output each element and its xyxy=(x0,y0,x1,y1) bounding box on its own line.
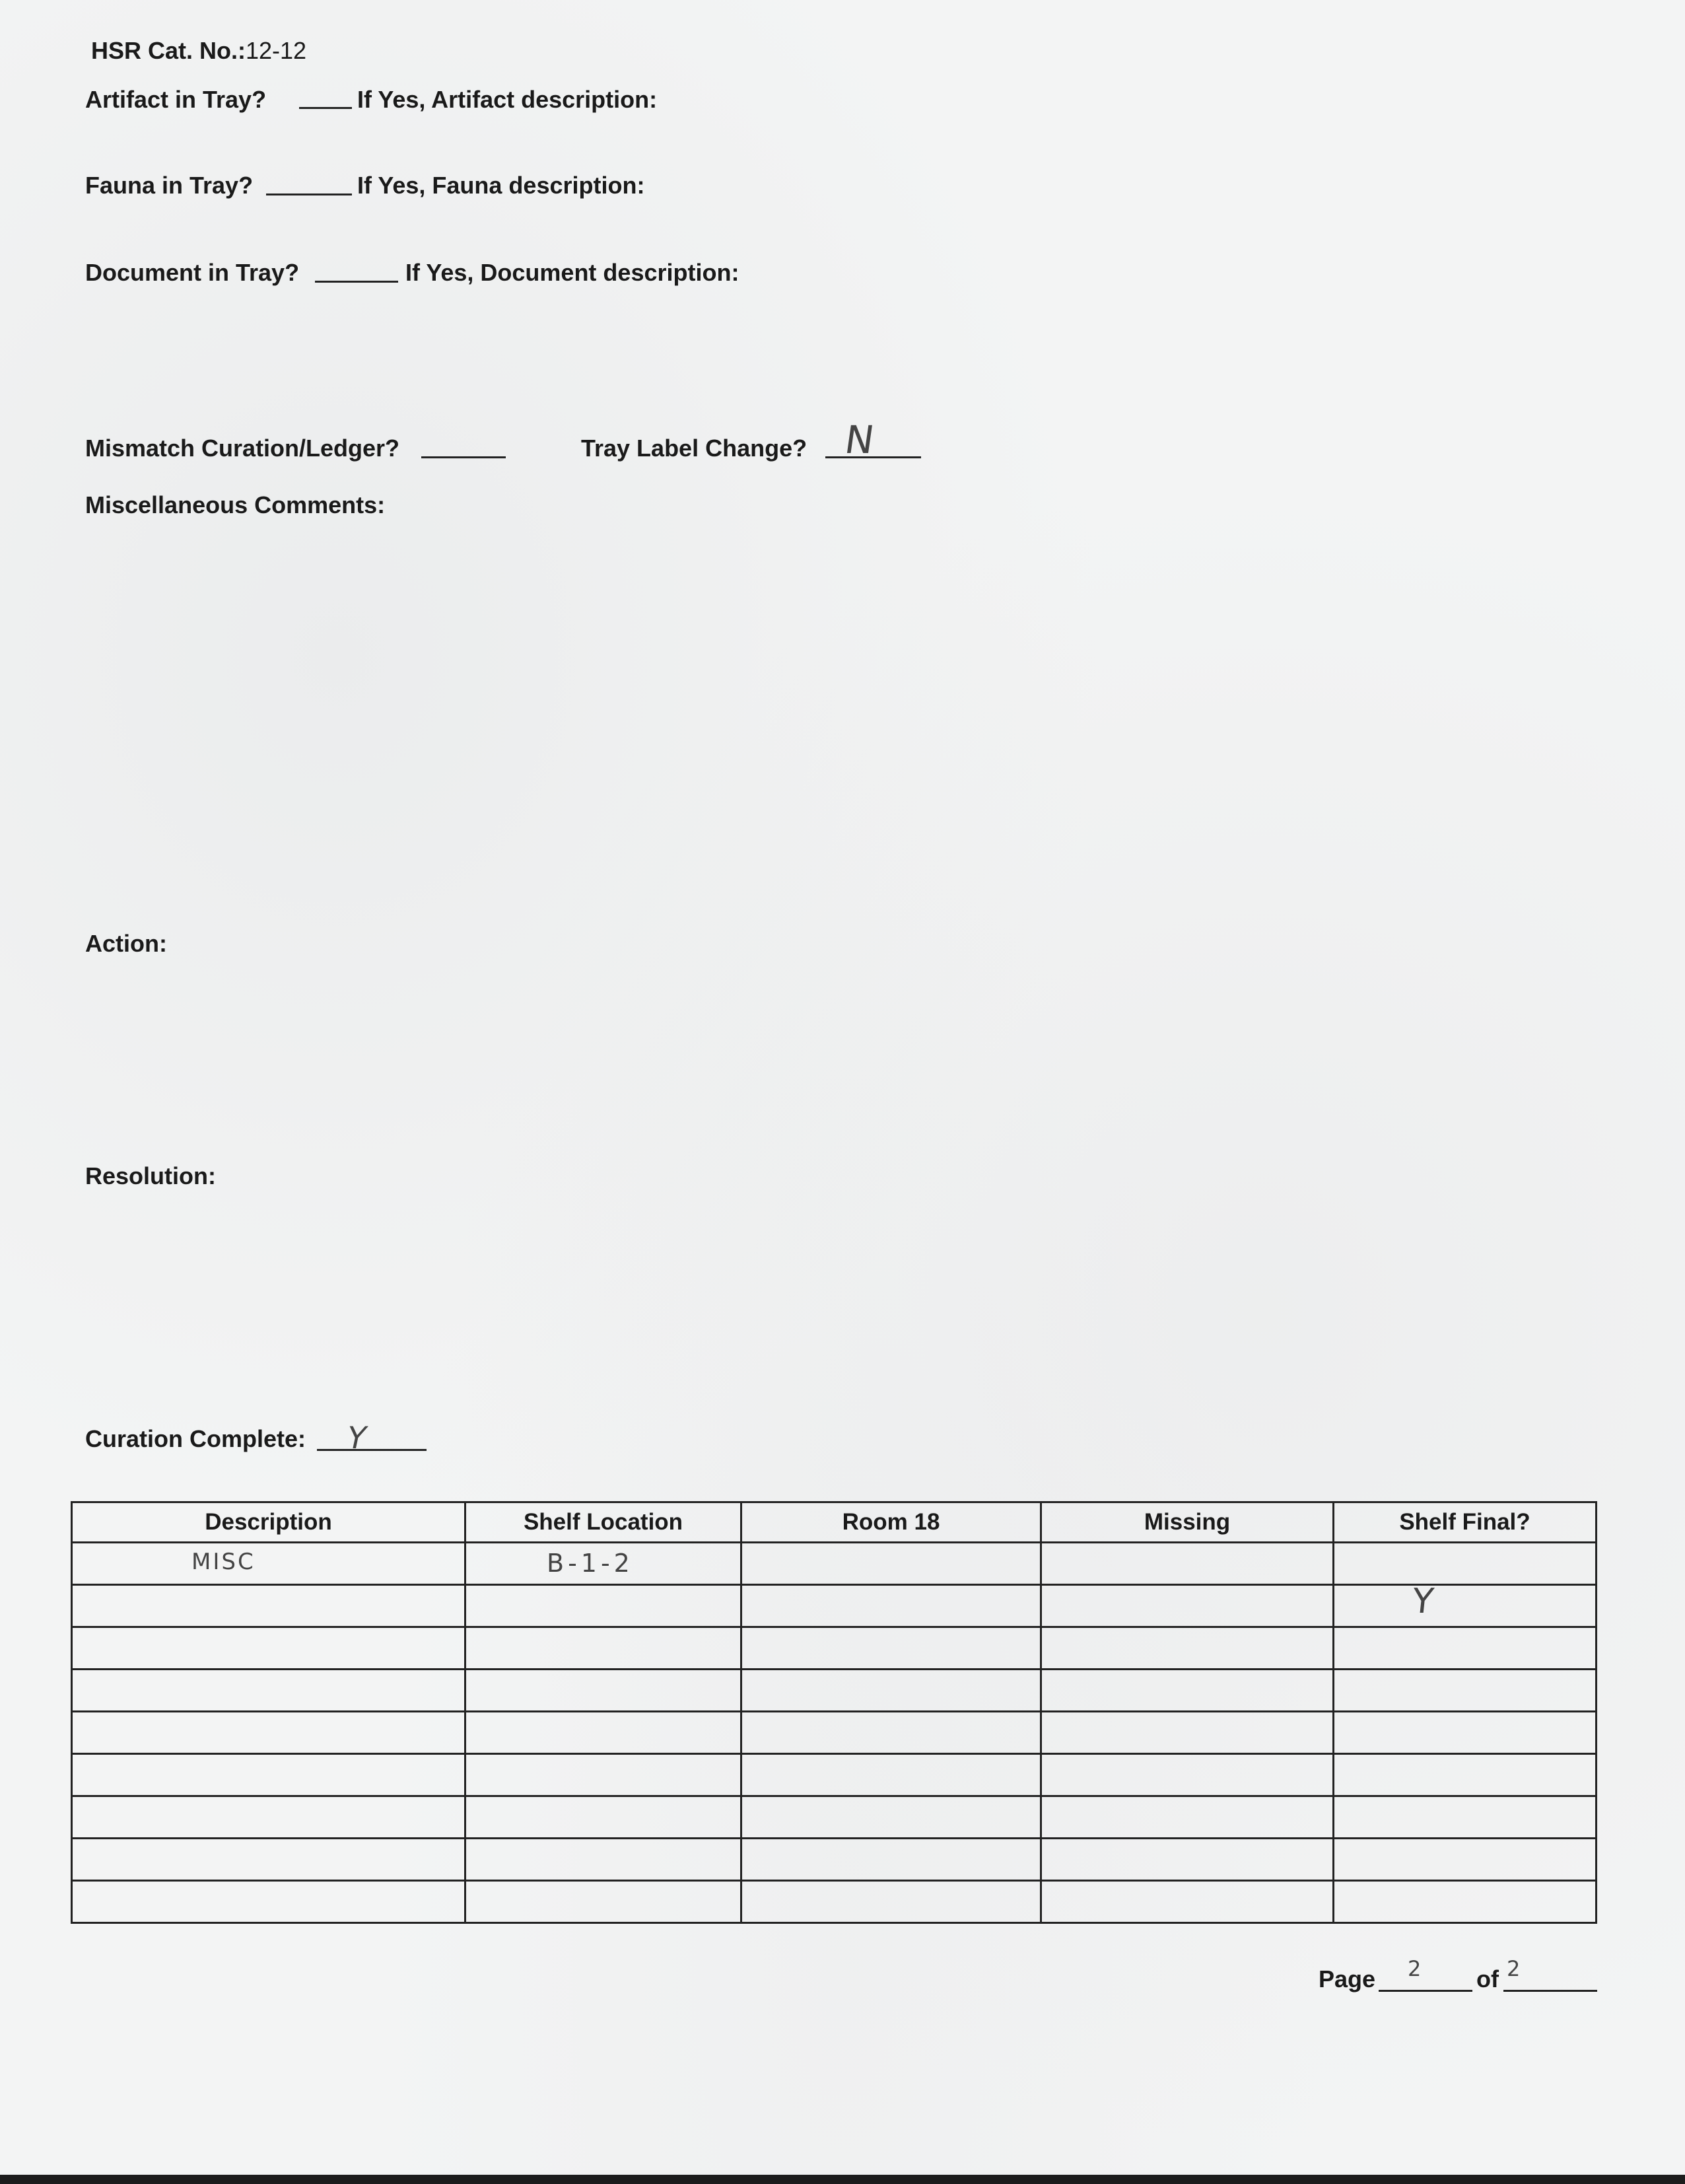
page-number-line[interactable] xyxy=(1379,1990,1472,1992)
header-missing: Missing xyxy=(1041,1502,1334,1543)
table-cell[interactable] xyxy=(1334,1754,1597,1796)
table-header-row xyxy=(72,1502,1597,1543)
table-cell[interactable] xyxy=(465,1585,741,1627)
table-row xyxy=(72,1670,1597,1712)
description-value: MISC xyxy=(191,1549,256,1575)
action-label: Action: xyxy=(85,930,167,957)
table-row xyxy=(72,1881,1597,1923)
tray-table xyxy=(71,1501,1597,1924)
table-cell[interactable] xyxy=(1041,1881,1334,1923)
table-cell[interactable] xyxy=(72,1627,465,1670)
cat-no-label: HSR Cat. No.:12-12 xyxy=(91,37,307,64)
table-cell[interactable] xyxy=(72,1754,465,1796)
table-row xyxy=(72,1627,1597,1670)
table-cell[interactable] xyxy=(741,1839,1041,1881)
page-total-value: 2 xyxy=(1507,1956,1521,1981)
tray-label-change-value: N xyxy=(842,417,877,462)
table-cell[interactable] xyxy=(741,1670,1041,1712)
table-cell[interactable] xyxy=(1041,1754,1334,1796)
table-cell[interactable] xyxy=(1041,1839,1334,1881)
tray-label-change-line[interactable] xyxy=(825,456,921,458)
document-desc-label: If Yes, Document description: xyxy=(405,259,739,286)
table-cell[interactable] xyxy=(741,1712,1041,1754)
table-row xyxy=(72,1796,1597,1839)
table-cell[interactable] xyxy=(1334,1670,1597,1712)
table-cell[interactable] xyxy=(1334,1796,1597,1839)
scan-bottom-edge xyxy=(0,2175,1685,2184)
resolution-label: Resolution: xyxy=(85,1162,216,1189)
table-row xyxy=(72,1712,1597,1754)
table-cell[interactable] xyxy=(465,1881,741,1923)
table-cell[interactable] xyxy=(741,1585,1041,1627)
table-cell[interactable] xyxy=(72,1543,465,1585)
mismatch-label: Mismatch Curation/Ledger? xyxy=(85,435,400,462)
cat-no-value: 12-12 xyxy=(246,37,307,64)
table-row xyxy=(72,1839,1597,1881)
header-shelf-location: Shelf Location xyxy=(465,1502,741,1543)
page-total-line[interactable] xyxy=(1503,1990,1597,1992)
table-cell[interactable] xyxy=(1334,1839,1597,1881)
document-label: Document in Tray? xyxy=(85,259,300,286)
table-cell[interactable] xyxy=(465,1796,741,1839)
table-cell[interactable] xyxy=(465,1670,741,1712)
table-row xyxy=(72,1543,1597,1585)
table-cell[interactable] xyxy=(1334,1543,1597,1585)
table-cell[interactable] xyxy=(72,1585,465,1627)
table-row xyxy=(72,1585,1597,1627)
table-cell[interactable] xyxy=(741,1754,1041,1796)
shelf-location-value: B-1-2 xyxy=(547,1549,634,1578)
header-room-18: Room 18 xyxy=(741,1502,1041,1543)
table-row xyxy=(72,1754,1597,1796)
table-cell[interactable] xyxy=(741,1543,1041,1585)
fauna-desc-label: If Yes, Fauna description: xyxy=(357,172,645,199)
table-cell[interactable] xyxy=(465,1712,741,1754)
table-cell[interactable] xyxy=(1041,1585,1334,1627)
table-cell[interactable] xyxy=(1334,1881,1597,1923)
page-number-value: 2 xyxy=(1408,1956,1422,1981)
page-label: Page xyxy=(1319,1965,1376,1992)
table-cell[interactable] xyxy=(72,1796,465,1839)
table-cell[interactable] xyxy=(465,1627,741,1670)
artifact-label: Artifact in Tray? xyxy=(85,86,267,113)
misc-comments-label: Miscellaneous Comments: xyxy=(85,491,386,518)
curation-complete-line[interactable] xyxy=(317,1449,427,1451)
mismatch-answer-line[interactable] xyxy=(421,456,506,458)
table-cell[interactable] xyxy=(72,1670,465,1712)
table-cell[interactable] xyxy=(72,1839,465,1881)
table-cell[interactable] xyxy=(741,1627,1041,1670)
table-cell[interactable] xyxy=(465,1839,741,1881)
table-cell[interactable] xyxy=(465,1543,741,1585)
of-label: of xyxy=(1476,1965,1499,1992)
artifact-desc-label: If Yes, Artifact description: xyxy=(357,86,658,113)
curation-complete-label: Curation Complete: xyxy=(85,1425,306,1452)
fauna-label: Fauna in Tray? xyxy=(85,172,254,199)
table-cell[interactable] xyxy=(741,1881,1041,1923)
header-shelf-final: Shelf Final? xyxy=(1334,1502,1597,1543)
table-cell[interactable] xyxy=(1041,1670,1334,1712)
table-cell[interactable] xyxy=(465,1754,741,1796)
table-cell[interactable] xyxy=(1334,1712,1597,1754)
table-cell[interactable] xyxy=(72,1712,465,1754)
shelf-final-value: Y xyxy=(1410,1582,1435,1621)
document-answer-line[interactable] xyxy=(315,281,398,283)
table-cell[interactable] xyxy=(72,1881,465,1923)
curation-complete-value: Y xyxy=(343,1420,370,1456)
table-cell[interactable] xyxy=(1041,1712,1334,1754)
tray-label-change-label: Tray Label Change? xyxy=(581,435,808,462)
table-cell[interactable] xyxy=(741,1796,1041,1839)
table-cell[interactable] xyxy=(1041,1796,1334,1839)
table-cell[interactable] xyxy=(1041,1543,1334,1585)
fauna-answer-line[interactable] xyxy=(266,194,352,195)
artifact-answer-line[interactable] xyxy=(299,107,352,109)
table-cell[interactable] xyxy=(1334,1582,1597,1627)
header-description: Description xyxy=(72,1502,465,1543)
table-cell[interactable] xyxy=(1041,1627,1334,1670)
table-cell[interactable] xyxy=(1334,1627,1597,1670)
